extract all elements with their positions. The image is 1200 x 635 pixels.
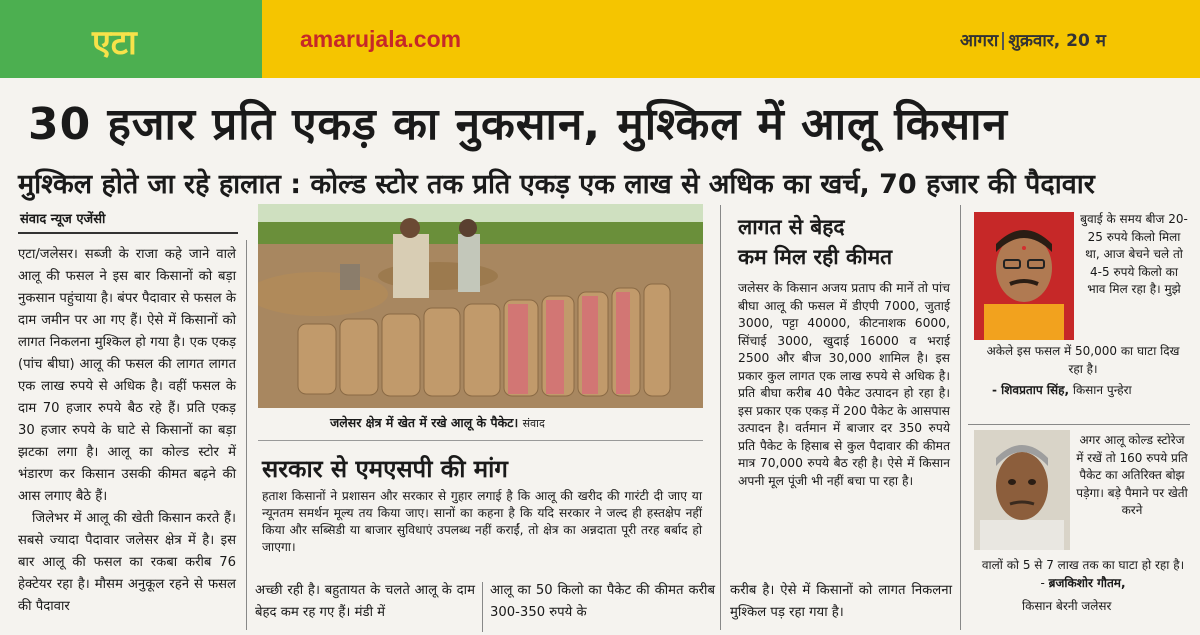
portrait-illustration — [974, 430, 1070, 550]
column-divider — [720, 205, 721, 630]
brand-logo[interactable]: amarujala.com — [300, 26, 462, 52]
farmer-portrait-2 — [974, 430, 1070, 550]
city-label: आगरा — [960, 31, 999, 51]
article-column-3-bottom: आलू का 50 किलो का पैकेट की कीमत करीब 300-350 रुपये के — [490, 583, 715, 620]
quote-1-attribution — [992, 381, 1132, 398]
quote-2-role: किसान बेरनी जलेसर — [1022, 599, 1112, 613]
caption-text: जलेसर क्षेत्र में खेत में रखे आलू के पैकेट। — [330, 415, 519, 430]
quote-2-text: अगर आलू कोल्ड स्टोरेज में रखें तो 160 रुपये प्रति पैकेट का अतिरिक्त बोझ पड़ेगा। बड़े पैमाने पर खेती करने — [1076, 433, 1188, 517]
msp-body: हताश किसानों ने प्रशासन और सरकार से गुहार लगाई है कि आलू की खरीद की गारंटी दी जाए या न्यूनतम समर्थन मूल्य तय किया जाए। सानों का कहना है कि यदि सरकार ने जल्द ही हस्तक्षेप नहीं किया और सब्सिडी या बाजार सुविधाएं उपलब्ध नहीं कराईं, तो क्षेत्र का अन्नदाता पूरी तरह बर्बाद हो जाएगा। — [262, 489, 702, 554]
subheadline: मुश्किल होते जा रहे हालात : कोल्ड स्टोर तक प्रति एकड़ एक लाख से अधिक का खर्च, 70 हजार की पैदावार — [18, 169, 1095, 200]
column-divider — [960, 205, 961, 630]
quote-1-role: किसान पुन्हेरा — [1072, 383, 1132, 397]
article-column-1 — [18, 244, 236, 618]
quote-1-text-continued: अकेले इस फसल में 50,000 का घाटा दिख रहा है। — [986, 344, 1180, 376]
farmer-portrait-1 — [974, 212, 1074, 340]
date-label: शुक्रवार, 20 म — [1008, 31, 1106, 51]
column-divider — [482, 582, 483, 632]
quote-2-continued: वालों को 5 से 7 लाख तक का घाटा हो रहा है। - — [981, 558, 1185, 590]
potato-field-photo — [258, 204, 703, 408]
dateline — [960, 28, 1200, 51]
edition-label: एटा — [92, 23, 137, 63]
byline-divider — [18, 232, 238, 234]
edition-banner — [0, 0, 265, 78]
article-column-2-bottom: अच्छी रही है। बहुतायत के चलते आलू के दाम बेहद कम रह गए हैं। मंडी में — [255, 583, 475, 620]
quote-divider — [968, 424, 1190, 425]
photo-illustration — [258, 204, 703, 408]
cost-subheading-line-2: कम मिल रही कीमत — [738, 245, 893, 269]
quote-2-name: ब्रजकिशोर गौतम, — [1048, 575, 1126, 590]
byline: संवाद न्यूज एजेंसी — [20, 212, 106, 227]
cost-body: जलेसर के किसान अजय प्रताप की मानें तो पांच बीघा आलू की फसल में डीएपी 7000, जुताई 3000, पट्टा 40000, कीटनाशक 6000, सिंचाई 3000, खुदाई 16000 व भराई 2500 और बीज 30,000 शामिल है। इस प्रकार कुल लागत एक लाख रुपये से अधिक है। प्रति बीघा करीब 40 पैकेट उत्पादन हो रहा है। इस प्रकार एक एकड़ में 200 पैकेट के आसपास उत्पादन है। वर्तमान में बाजार दर 350 रुपये प्रति पैकेट के हिसाब से कुल पैदावार की कीमत मात्र 70,000 रुपये बैठ रही है। ऐसे में किसान अपनी मूल पूंजी भी नहीं बचा पा रहा है। — [738, 281, 950, 488]
headline: 30 हजार प्रति एकड़ का नुकसान, मुश्किल में आलू किसान — [28, 99, 1008, 150]
quote-1-name: - शिवप्रताप सिंह, — [992, 383, 1070, 397]
caption-divider — [258, 440, 703, 441]
cost-subheading-line-1: लागत से बेहद — [738, 215, 845, 239]
msp-subheading: सरकार से एमएसपी की मांग — [262, 455, 508, 483]
article-paragraph: जिलेभर में आलू की खेती किसान करते हैं। सबसे ज्यादा पैदावार जलेसर क्षेत्र में है। इस बार आलू की फसल का रकबा करीब 76 हेक्टेयर रहा है। मौसम अनुकूल रहने से फसल की पैदावार — [18, 511, 236, 614]
dateline-divider — [1002, 32, 1004, 50]
quote-2-attribution — [1022, 597, 1111, 614]
quote-2-text-continued — [978, 557, 1188, 592]
cost-subheading — [738, 212, 892, 272]
quote-1-text: बुवाई के समय बीज 20-25 रुपये किलो मिला था, आज बेचने चले तो 4-5 रुपये किलो का भाव मिल रहा है। मुझे — [1080, 212, 1188, 296]
article-column-4-bottom: करीब है। ऐसे में किसानों को लागत निकलना मुश्किल पड़ रहा गया है। — [730, 583, 952, 620]
portrait-illustration — [974, 212, 1074, 340]
article-paragraph: एटा/जलेसर। सब्जी के राजा कहे जाने वाले आलू की फसल ने इस बार किसानों को बड़ा नुकसान पहुंचाया है। बंपर पैदावार से फसल के दाम जमीन पर आ गए हैं। ऐसे में किसानों को लागत निकलना मुश्किल हो गया है। एक एकड़ (पांच बीघा) आलू की फसल की लागत लागत एक लाख रुपये से अधिक है। वहीं फसल के दाम 70 हजार रुपये बैठ रहे हैं। प्रति एकड़ 30 हजार रुपये के घाटे से किसानों का बड़ा झटका लगा है। आलू का कोल्ड स्टोर में भंडारण कर किसान उसकी कीमत बढ़ने की आस लगाए बैठे हैं। — [18, 247, 236, 504]
column-divider — [246, 240, 247, 630]
photo-credit: संवाद — [522, 417, 545, 430]
photo-caption — [330, 414, 545, 431]
